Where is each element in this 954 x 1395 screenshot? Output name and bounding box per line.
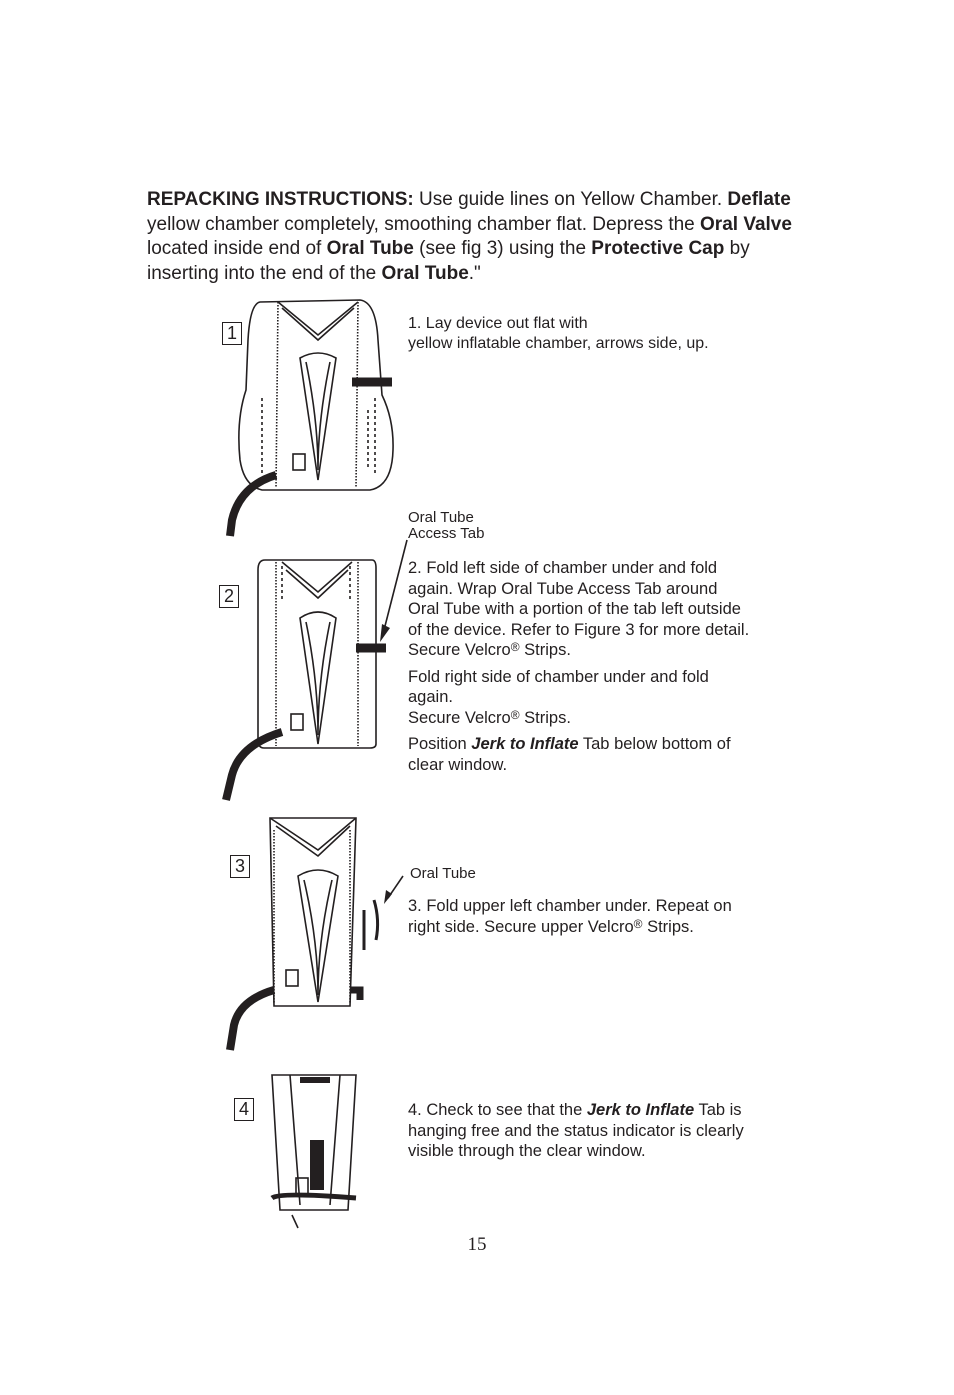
figure-3-number: 3 (230, 855, 250, 878)
intro-oral-tube: Oral Tube (381, 262, 469, 284)
step-2-text-g: Tab below bottom of clear window. (408, 735, 731, 774)
step-2-text (408, 558, 753, 781)
figure-2-illustration (226, 560, 386, 800)
intro-text: located inside end of (147, 238, 327, 259)
step-4-text (408, 1100, 753, 1168)
intro-oral-tube: Oral Tube (326, 238, 414, 259)
jerk-to-inflate-label: Jerk to Inflate (471, 735, 579, 753)
step-1-line-1: 1. Lay device out flat with (408, 315, 588, 332)
callout-oral-tube: Oral Tube (410, 865, 476, 882)
access-tab-arrow (384, 540, 407, 630)
step-3-text (408, 896, 753, 943)
step-4-text-a: 4. Check to see that the (408, 1101, 587, 1119)
intro-heading: REPACKING INSTRUCTIONS: (147, 189, 414, 210)
step-2-paragraph-1 (408, 558, 753, 661)
intro-text: by inserting into the end of the (147, 238, 750, 284)
intro-text: Use guide lines on Yellow Chamber. (413, 189, 723, 210)
intro-text: (see fig 3) using the (413, 238, 592, 259)
page-number: 15 (467, 1234, 487, 1255)
figure-4-illustration (272, 1075, 356, 1228)
step-3-paragraph (408, 896, 753, 937)
jerk-to-inflate-label: Jerk to Inflate (586, 1101, 695, 1119)
step-2-text-b: Strips. (519, 641, 571, 659)
figure-4-number: 4 (234, 1098, 254, 1121)
callout-oral-tube-access-tab (408, 510, 484, 542)
step-1-text (408, 314, 758, 353)
step-2-text-e: Strips. (519, 708, 571, 727)
figure-3-illustration (230, 818, 378, 1050)
figure-2-number: 2 (219, 585, 239, 608)
figure-1-illustration (230, 300, 393, 536)
step-3-text-b: Strips. (642, 917, 694, 936)
step-2-text-f: Position (408, 735, 472, 753)
step-3-text-a: 3. Fold upper left chamber under. Repeat on right side. Secure upper Velcro (408, 897, 732, 936)
step-4-text-b: Tab is hanging free and the status indicator is clearly visible through the clear window. (408, 1101, 744, 1160)
intro-oral-valve: Oral Valve (700, 213, 792, 235)
intro-protective-cap: Protective Cap (591, 238, 725, 259)
step-1-line-2: yellow inflatable chamber, arrows side, up. (408, 334, 709, 352)
figure-1-number: 1 (222, 322, 242, 345)
step-2-paragraph-2 (408, 667, 753, 708)
registered-mark: ® (633, 916, 643, 931)
registered-mark: ® (510, 707, 520, 722)
registered-mark: ® (510, 640, 520, 654)
intro-text: yellow chamber completely, smoothing chamber flat. Depress the (147, 213, 701, 235)
step-2-text-c: Fold right side of chamber under and fold again. (408, 667, 709, 706)
callout-line: Access Tab (408, 525, 485, 542)
step-2-text-d: Secure Velcro (408, 708, 511, 727)
callout-line: Oral Tube (408, 509, 474, 526)
step-2-paragraph-3 (408, 734, 753, 775)
intro-text: ." (468, 262, 481, 284)
step-2-text-a: 2. Fold left side of chamber under and fold again. Wrap Oral Tube Access Tab around Oral Tube with a portion of the tab left outside of the device. Refer to Figure 3 for more detail. Secure Velcro (408, 559, 750, 659)
step-2-paragraph-2b (408, 708, 753, 729)
step-4-paragraph (408, 1100, 753, 1162)
intro-deflate: Deflate (727, 189, 791, 210)
